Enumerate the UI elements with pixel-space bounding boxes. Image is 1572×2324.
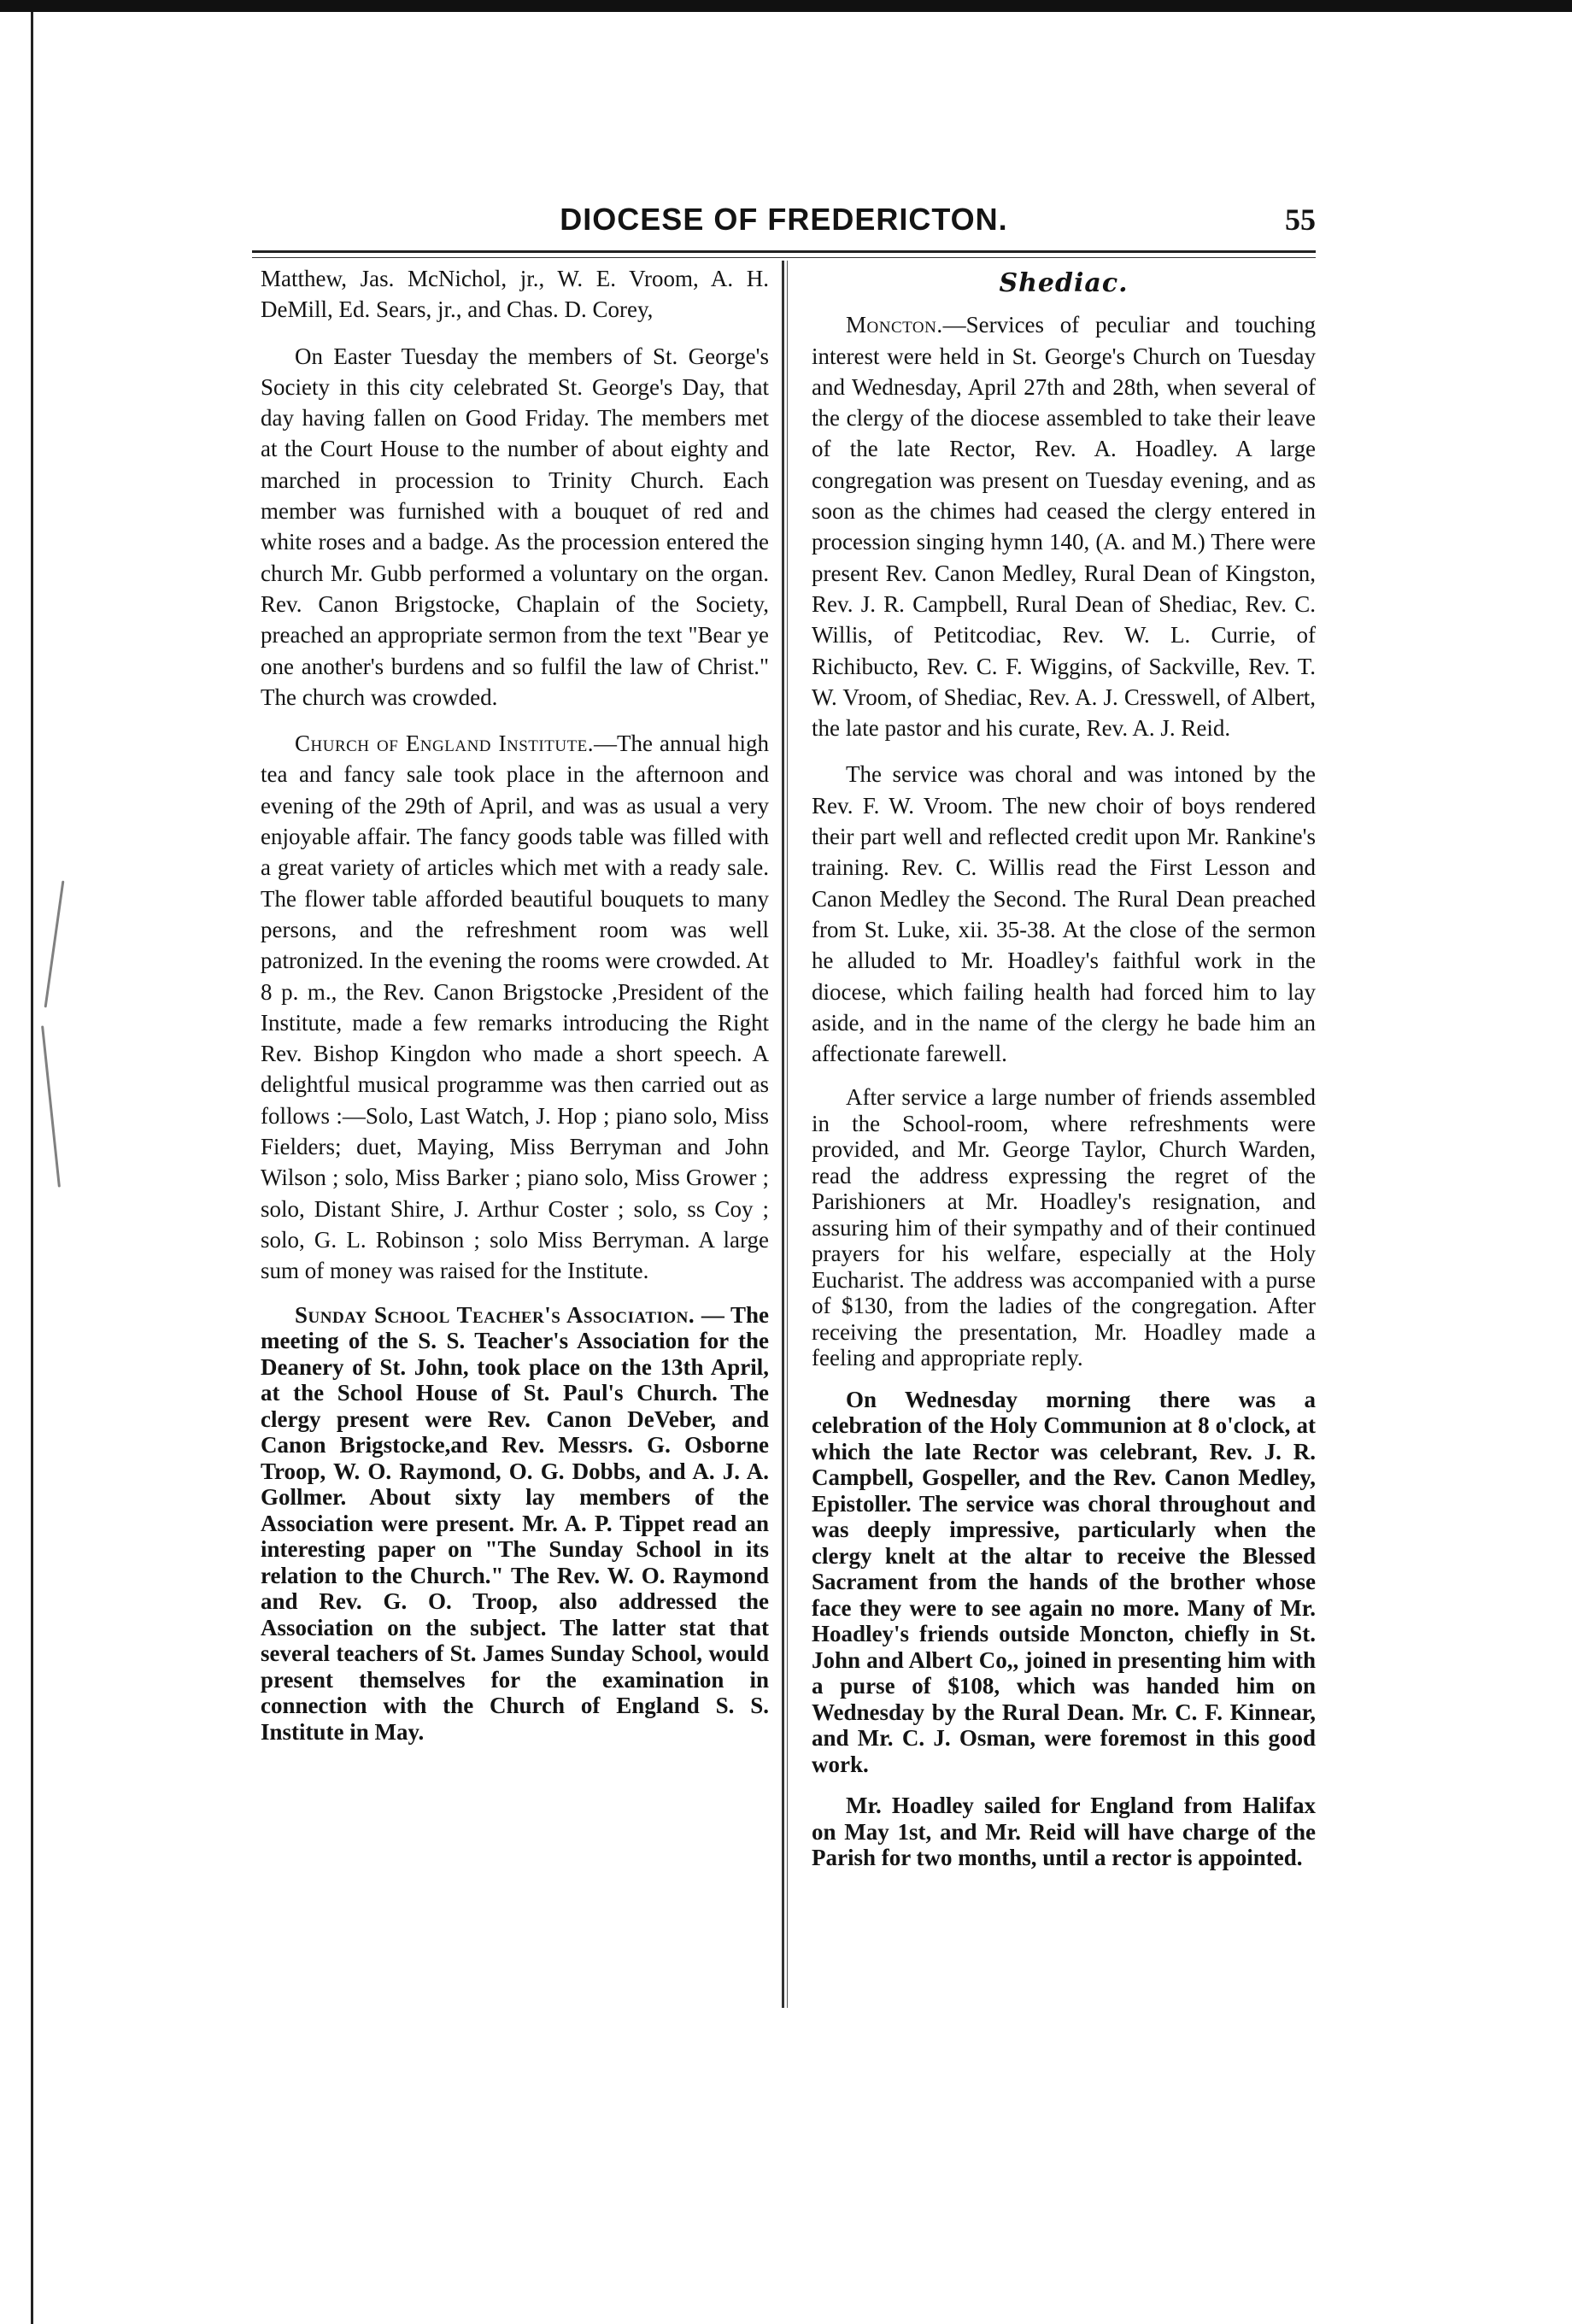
left-column xyxy=(261,263,769,2023)
column-divider xyxy=(782,261,784,2008)
header-rule xyxy=(252,250,1316,253)
page-header xyxy=(252,195,1316,246)
right-column xyxy=(812,263,1316,2023)
paragraph: On Easter Tuesday the members of St. George's Society in this city celebrated St. George's Day, that day having fallen on Good Friday. The members met at the Court House to the number of about eighty and marched in procession to Trinity Church. Each member was furnished with a bouquet of red and white roses and a badge. As the procession entered the church Mr. Gubb performed a voluntary on the organ. Rev. Canon Brigstocke, Chaplain of the Society, preached an appropriate sermon from the text "Bear ye one another's burdens and so fulfil the law of Christ." The church was crowded. xyxy=(261,343,769,710)
paragraph: Mr. Hoadley sailed for England from Halifax on May 1st, and Mr. Reid will have charge of the Parish for two months, until a rector is appointed. xyxy=(812,1793,1316,1871)
paragraph: On Wednesday morning there was a celebration of the Holy Communion at 8 o'clock, at which the late Rector was celebrant, Rev. J. R. Campbell, Gospeller, and the Rev. Canon Medley, Epistoller. The service was choral throughout and was deeply impressive, particularly when the clergy knelt at the altar to receive the Blessed Sacrament from the hands of the brother whose face they were to see again no more. Many of Mr. Hoadley's friends outside Moncton, chiefly in St. John and Albert Co,, joined in presenting him with a purse of $108, which was handed him on Wednesday by the Rural Dean. Mr. C. F. Kinnear, and Mr. C. J. Osman, were foremost in this good work. xyxy=(812,1386,1316,1777)
paragraph-lead: Moncton. xyxy=(846,312,943,338)
scan-top-edge xyxy=(0,0,1572,12)
paragraph xyxy=(812,309,1316,743)
paragraph: After service a large number of friends assembled in the School-room, where refreshments were provided, and Mr. George Taylor, Church Warden, read the address expressing the regret of the Parishioners at Mr. Hoadley's resignation, and assuring him of their sympathy and of their continued prayers for his welfare, especially at the Holy Eucharist. The address was accompanied with a purse of $130, from the ladies of the congregation. After receiving the presentation, Mr. Hoadley made a feeling and appropriate reply. xyxy=(812,1084,1316,1371)
column-divider-thin xyxy=(787,261,788,2008)
paragraph xyxy=(261,728,769,1286)
pencil-mark xyxy=(41,1025,61,1187)
running-title: DIOCESE OF FREDERICTON. xyxy=(560,202,1008,237)
paragraph-body: — The meeting of the S. S. Teacher's Association for the Deanery of St. John, took place on the 13th April, at the School House of St. Paul's Church. The clergy present were Rev. Canon DeVeber, and Canon Brigstocke,and Rev. Messrs. G. Osborne Troop, W. O. Raymond, O. G. Dobbs, and A. J. A. Gollmer. About sixty lay members of the Association were present. Mr. A. P. Tippet read an interesting paper on "The Sunday School in its relation to the Church." The Rev. W. O. Raymond and Rev. G. O. Troop, also addressed the Association on the subject. The latter stat that several teachers of St. James Sunday School, would present themselves for the examination in connection with the Church of England S. S. Institute in May. xyxy=(261,1301,769,1745)
paragraph-body: —Services of peculiar and touching interest were held in St. George's Church on Tuesday and Wednesday, April 27th and 28th, when several of the clergy of the diocese assembled to take their leave of the late Rector, Rev. A. Hoadley. A large congregation was present on Tuesday evening, and as soon as the chimes had ceased the clergy entered in procession singing hymn 140, (A. and M.) There were present Rev. Canon Medley, Rural Dean of Kingston, Rev. J. R. Campbell, Rural Dean of Shediac, Rev. C. Willis, of Petitcodiac, Rev. W. L. Currie, of Richibucto, Rev. C. F. Wiggins, of Sackville, Rev. T. W. Vroom, of Shediac, Rev. A. J. Cresswell, of Albert, the late pastor and his curate, Rev. A. J. Reid. xyxy=(812,312,1316,742)
scan-left-margin-line xyxy=(31,12,33,2324)
paragraph xyxy=(261,1302,769,1746)
paragraph-lead: Sunday School Teacher's Association. xyxy=(295,1301,695,1328)
paragraph-body: —The annual high tea and fancy sale took place in the afternoon and evening of the 29th of April, and was as usual a very enjoyable affair. The fancy goods table was filled with a great variety of articles which met with a ready sale. The flower table afforded beautiful bouquets to many persons, and the refreshment room was well patronized. In the evening the rooms were crowded. At 8 p. m., the Rev. Canon Brigstocke ,President of the Institute, made a few remarks introducing the Right Rev. Bishop Kingdon who made a short speech. A delightful musical programme was then carried out as follows :—Solo, Last Watch, J. Hop ; piano solo, Miss Fielders; duet, Maying, Miss Berryman and John Wilson ; solo, Miss Barker ; piano solo, Miss Grower ; solo, Distant Shire, J. Arthur Coster ; solo, ss Coy ; solo, G. L. Robinson ; solo Miss Berryman. A large sum of money was raised for the Institute. xyxy=(261,731,769,1284)
paragraph-lead: Church of England Institute. xyxy=(295,731,595,757)
section-heading: Shediac. xyxy=(999,268,1129,298)
pencil-mark xyxy=(44,881,65,1008)
header-rule-thin xyxy=(252,257,1316,258)
page-number: 55 xyxy=(1285,202,1316,237)
paragraph: The service was choral and was intoned by the Rev. F. W. Vroom. The new choir of boys rendered their part well and reflected credit upon Mr. Rankine's training. Rev. C. Willis read the First Lesson and Canon Medley the Second. The Rural Dean preached from St. Luke, xii. 35-38. At the close of the sermon he alluded to Mr. Hoadley's faithful work in the diocese, which failing health had forced him to lay aside, and in the name of the clergy he bade him an affectionate farewell. xyxy=(812,761,1316,1067)
paragraph: Matthew, Jas. McNichol, jr., W. E. Vroom, A. H. DeMill, Ed. Sears, jr., and Chas. D. Corey, xyxy=(261,266,769,323)
